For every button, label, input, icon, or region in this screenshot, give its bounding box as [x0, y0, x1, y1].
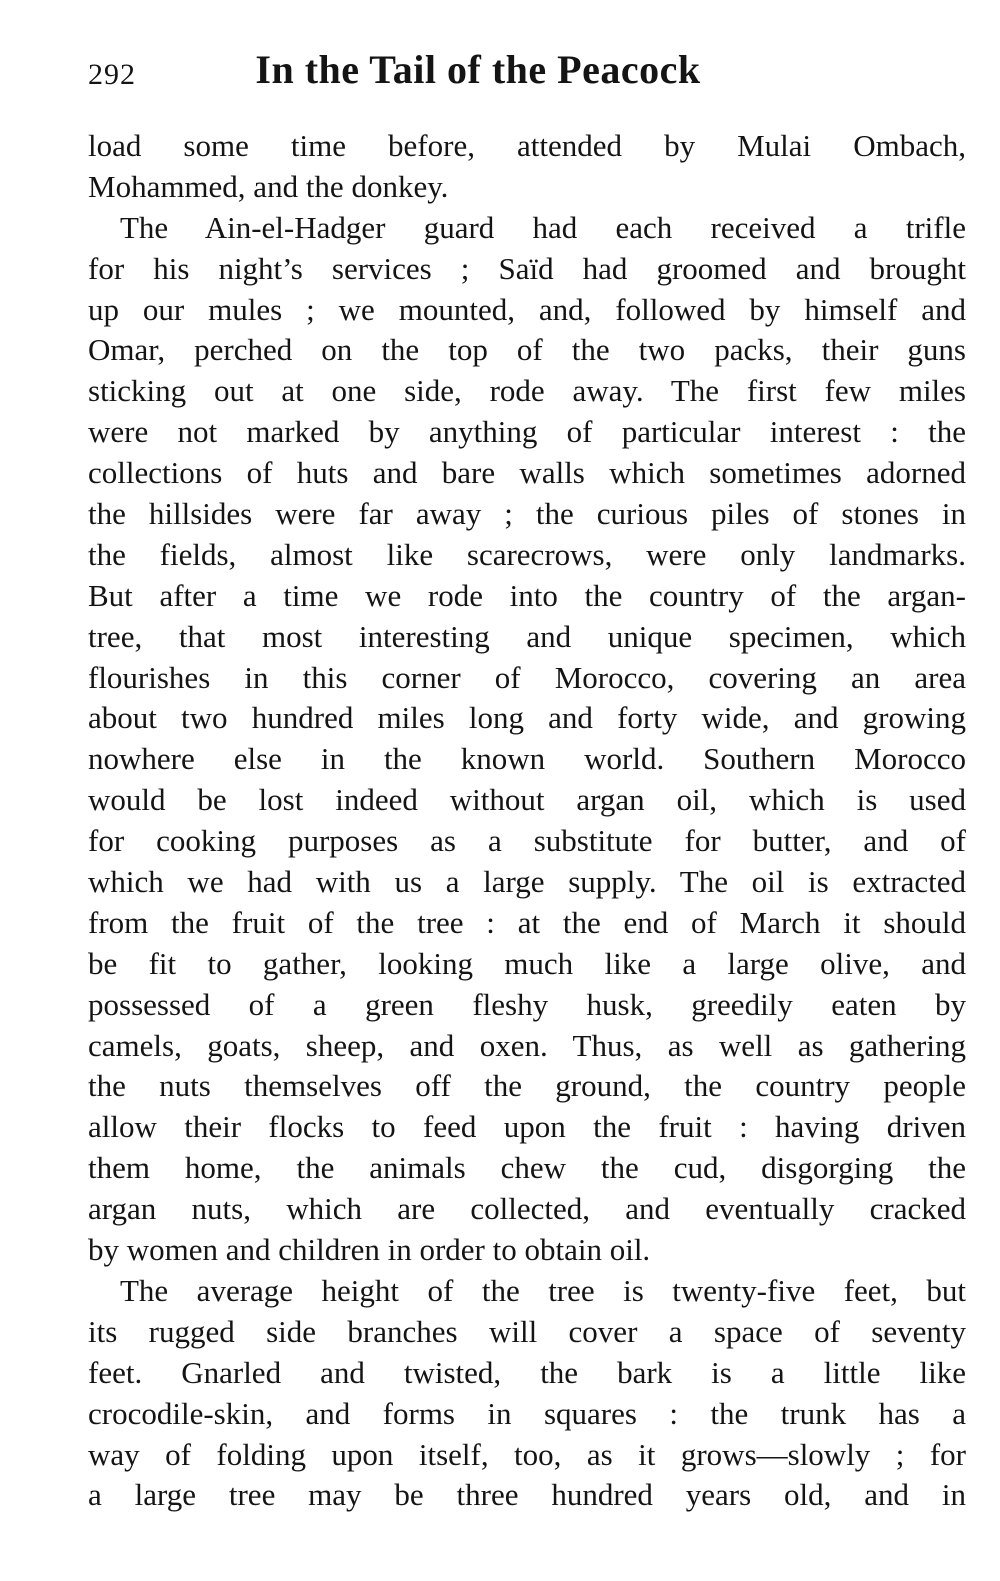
text-line: But after a time we rode into the country of the argan-	[88, 577, 966, 613]
text-line: would be lost indeed without argan oil, which is used	[88, 782, 966, 818]
text-line: which we had with us a large supply. The oil is extracted	[88, 864, 966, 900]
text-line: about two hundred miles long and forty wide, and growing	[88, 700, 966, 736]
text-line: for his night’s services ; Saïd had groomed and brought	[88, 250, 966, 286]
paragraph	[88, 1271, 966, 1516]
text-line: flourishes in this corner of Morocco, covering an area	[88, 659, 966, 695]
text-line: The average height of the tree is twenty-five feet, but	[120, 1272, 966, 1308]
text-line: be fit to gather, looking much like a large olive, and	[88, 945, 966, 981]
paragraph	[88, 126, 966, 208]
text-line: the fields, almost like scarecrows, were only landmarks.	[88, 536, 966, 572]
text-line: Mohammed, and the donkey.	[88, 168, 449, 204]
text-line: by women and children in order to obtain oil.	[88, 1232, 651, 1268]
text-line: The Ain-el-Hadger guard had each received a trifle	[120, 209, 966, 245]
text-line: sticking out at one side, rode away. The first few miles	[88, 373, 966, 409]
text-line: tree, that most interesting and unique specimen, which	[88, 618, 966, 654]
text-line: possessed of a green fleshy husk, greedily eaten by	[88, 986, 966, 1022]
text-line: way of folding upon itself, too, as it grows—slowly ; for	[88, 1436, 966, 1472]
text-line: them home, the animals chew the cud, disgorging the	[88, 1150, 966, 1186]
paragraph	[88, 208, 966, 1271]
text-line: up our mules ; we mounted, and, followed by himself and	[88, 291, 966, 327]
text-line: load some time before, attended by Mulai Ombach,	[88, 128, 966, 163]
body-text	[88, 126, 966, 1516]
text-line: nowhere else in the known world. Southern Morocco	[88, 741, 966, 777]
text-line: the hillsides were far away ; the curious piles of stones in	[88, 496, 966, 532]
text-line: for cooking purposes as a substitute for butter, and of	[88, 823, 966, 859]
text-line: the nuts themselves off the ground, the country people	[88, 1068, 966, 1104]
page-number: 292	[88, 58, 136, 91]
text-line: from the fruit of the tree : at the end of March it should	[88, 904, 966, 940]
text-line: crocodile-skin, and forms in squares : the trunk has a	[88, 1395, 966, 1431]
text-line: argan nuts, which are collected, and eventually cracked	[88, 1191, 966, 1227]
running-title: In the Tail of the Peacock	[255, 47, 701, 92]
text-line: were not marked by anything of particular interest : the	[88, 414, 966, 450]
text-line: camels, goats, sheep, and oxen. Thus, as well as gathering	[88, 1027, 966, 1063]
running-head	[88, 44, 968, 104]
text-line: Omar, perched on the top of the two packs, their guns	[88, 332, 966, 368]
text-line: feet. Gnarled and twisted, the bark is a little like	[88, 1354, 966, 1390]
text-line: collections of huts and bare walls which sometimes adorned	[88, 455, 966, 491]
text-line: its rugged side branches will cover a space of seventy	[88, 1313, 966, 1349]
text-line: allow their flocks to feed upon the fruit : having driven	[88, 1109, 966, 1145]
text-line: a large tree may be three hundred years old, and in	[88, 1477, 966, 1513]
